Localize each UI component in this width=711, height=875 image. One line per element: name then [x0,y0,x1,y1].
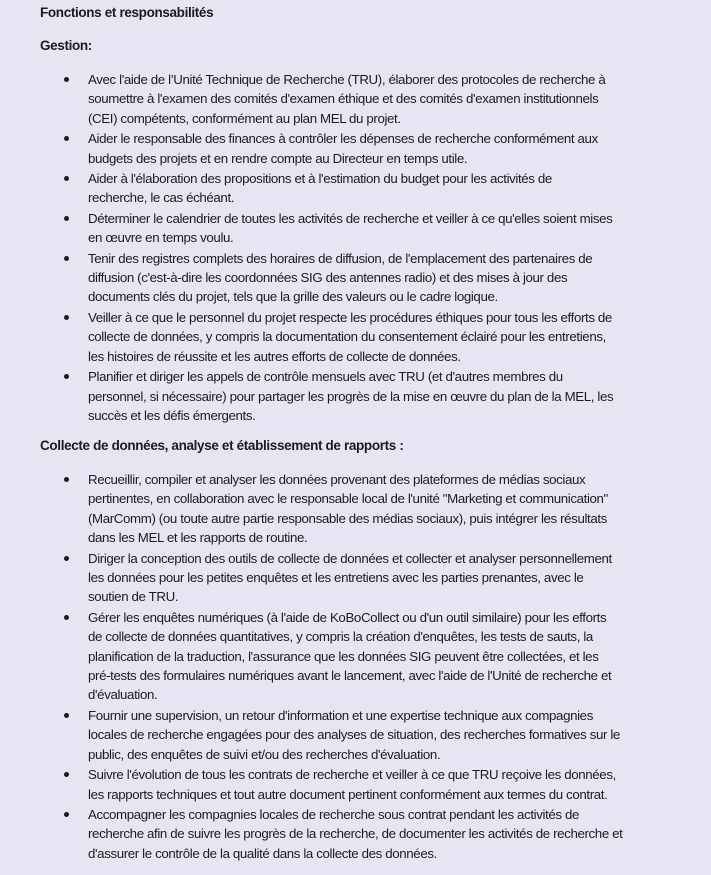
list-item-text-line: personnel, si nécessaire) pour partager les progrès de la mise en œuvre du plan de la MEL, les [88,388,614,404]
list-item-text-line: Fournir une supervision, un retour d'information et une expertise technique aux compagnies [88,707,593,723]
list-item [0,765,711,804]
list-item-text-line: Tenir des registres complets des horaires de diffusion, de l'emplacement des partenaires de [88,250,593,266]
bullet-icon [64,256,69,261]
list-item-text-line: Accompagner les compagnies locales de recherche sous contrat pendant les activités de [88,806,580,822]
bullet-icon [64,176,69,181]
list-item [0,169,711,208]
list-item-text-line: les histoires de réussite et les autres efforts de collecte de données. [88,348,461,364]
list-item-text-line: soumettre à l'examen des comités d'examen éthique et des comités d'examen institutionnels [88,91,599,107]
list-item-text-line: Veiller à ce que le personnel du projet respecte les procédures éthiques pour tous les efforts de [88,309,612,325]
bullet-icon [64,216,69,221]
list-item-text-line: Suivre l'évolution de tous les contrats de recherche et veiller à ce que TRU reçoive les données, [88,767,616,783]
list-item-text-line: locales de recherche engagées pour des analyses de situation, des recherches formatives sur le [88,727,620,743]
list-item [0,470,711,548]
section-heading-gestion: Gestion: [40,38,92,53]
list-item [0,608,711,705]
list-item-text-line: de collecte de données quantitatives, y compris la création d'enquêtes, les tests de sauts, la [88,629,593,645]
bullet-icon [64,772,69,777]
bullet-icon [64,374,69,379]
list-item [0,209,711,248]
list-item-text-line: diffusion (c'est-à-dire les coordonnées SIG des antennes radio) et des mises à jour des [88,270,568,286]
list-item-text-line: recherche afin de suivre les progrès de la recherche, de documenter les activités de recherche et [88,826,623,842]
list-item-text-line: pré-tests des formulaires numériques avant le lancement, avec l'aide de l'Unité de recherche et [88,668,612,684]
list-item-text-line: public, des enquêtes de suivi et/ou des recherches d'évaluation. [88,746,441,762]
list-item-text-line: (CEI) compétents, conformément au plan MEL du projet. [88,110,401,126]
list-item-text-line: dans les MEL et les rapports de routine. [88,530,308,546]
list-item-text-line: pertinentes, en collaboration avec le responsable local de l'unité "Marketing et communication" [88,491,608,507]
list-item-text-line: documents clés du projet, tels que la grille des valeurs ou le cadre logique. [88,289,498,305]
list-item-text-line: succès et les défis émergents. [88,407,256,423]
list-item-text-line: d'évaluation. [88,687,158,703]
list-item [0,805,711,863]
list-item-text-line: les données pour les petites enquêtes et les entretiens avec les parties prenantes, avec le [88,570,584,586]
list-item-text-line: Déterminer le calendrier de toutes les activités de recherche et veiller à ce qu'elles soient mises [88,210,613,226]
list-item-text-line: Planifier et diriger les appels de contrôle mensuels avec TRU (et d'autres membres du [88,369,563,385]
list-item [0,367,711,425]
list-item-text-line: les rapports techniques et tout autre document pertinent conformément aux termes du contrat. [88,786,608,802]
list-item-text-line: (MarComm) (ou toute autre partie responsable des médias sociaux), puis intégrer les résultats [88,510,607,526]
list-item-text-line: Avec l'aide de l’Unité Technique de Recherche (TRU), élaborer des protocoles de recherche à [88,72,606,87]
list-item-text-line: soutien de TRU. [88,589,179,605]
list-item-text-line: Diriger la conception des outils de collecte de données et collecter et analyser personnellement [88,550,612,566]
gestion-bullet-list [0,70,711,426]
list-item [0,706,711,764]
list-item-text-line: Recueillir, compiler et analyser les données provenant des plateformes de médias sociaux [88,472,586,487]
bullet-icon [64,615,69,620]
bullet-icon [64,77,69,82]
bullet-icon [64,556,69,561]
list-item-text-line: collecte de données, y compris la documentation du consentement éclairé pour les entretiens, [88,329,606,345]
list-item-text-line: Aider le responsable des finances à contrôler les dépenses de recherche conformément aux [88,131,598,147]
list-item-text-line: planification de la traduction, l'assurance que les données SIG peuvent être collectées, et les [88,648,599,664]
list-item [0,249,711,307]
list-item [0,308,711,366]
bullet-icon [64,812,69,817]
section-heading-collecte: Collecte de données, analyse et établissement de rapports : [40,438,404,453]
bullet-icon [64,477,69,482]
bullet-icon [64,315,69,320]
list-item-text-line: Gérer les enquêtes numériques (à l'aide de KoBoCollect ou d'un outil similaire) pour les efforts [88,609,607,625]
bullet-icon [64,136,69,141]
list-item-text-line: d'assurer le contrôle de la qualité dans la collecte des données. [88,845,437,861]
list-item-text-line: budgets des projets et en rendre compte au Directeur en temps utile. [88,150,468,166]
bullet-icon [64,713,69,718]
collecte-bullet-list [0,470,711,864]
list-item-text-line: en œuvre en temps voulu. [88,230,234,246]
list-item [0,70,711,128]
list-item [0,549,711,607]
list-item-text-line: Aider à l'élaboration des propositions et à l'estimation du budget pour les activités de [88,171,552,187]
list-item-text-line: recherche, le cas échéant. [88,190,235,206]
document-title: Fonctions et responsabilités [40,5,214,20]
list-item [0,129,711,168]
